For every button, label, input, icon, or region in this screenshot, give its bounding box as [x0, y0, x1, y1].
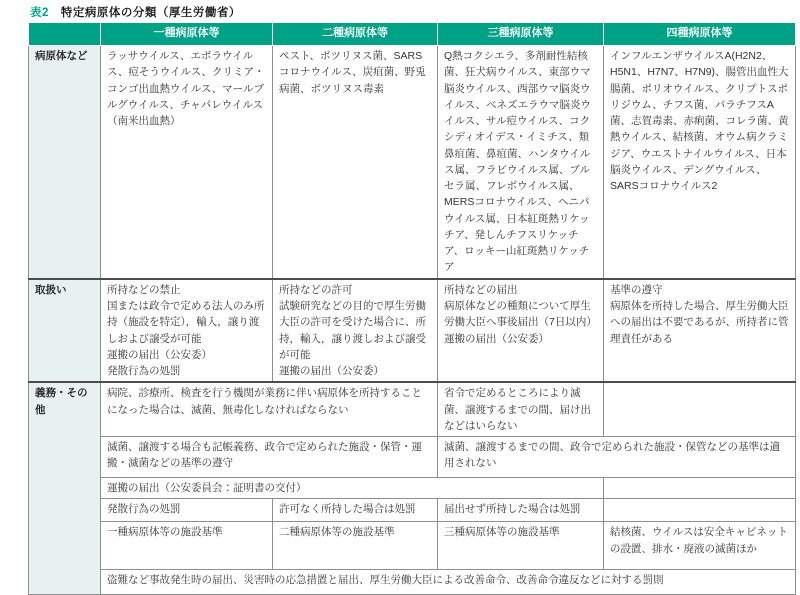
table-title: 特定病原体の分類（厚生労働省） — [60, 7, 241, 19]
row-obligations-4 — [29, 499, 796, 522]
cell-handling-class2 — [273, 279, 438, 383]
cell-facility-standard-class1: 一種病原体等の施設基準 — [101, 522, 273, 570]
handling-item: 基準の遵守 — [610, 283, 663, 296]
cell-obligation-records: 滅菌、譲渡する場合も記帳義務、政令で定められた施設・保管・運搬・滅菌などの基準の遵守 — [101, 437, 438, 478]
table-caption — [30, 4, 241, 20]
row-pathogens — [29, 46, 796, 279]
column-header-class4: 四種病原体等 — [604, 23, 796, 46]
row-obligations-1 — [29, 382, 796, 436]
cell-punishment-release: 発散行為の処罰 — [101, 499, 273, 522]
handling-item: 運搬の届出（公安委） — [279, 365, 384, 378]
table-number: 表2 — [30, 7, 49, 19]
row-header-pathogens: 病原体など — [29, 46, 101, 279]
cell-empty — [604, 499, 796, 522]
handling-item: 運搬の届出（公安委） — [444, 332, 549, 345]
header-row — [29, 23, 796, 46]
handling-item: 運搬の届出（公安委） — [107, 348, 212, 361]
row-obligations-5 — [29, 522, 796, 570]
row-obligations-6 — [29, 570, 796, 595]
corner-cell — [29, 23, 101, 46]
handling-item: 所持などの許可 — [279, 283, 353, 296]
cell-obligation-transport-notice: 運搬の届出（公安委員会：証明書の交付） — [101, 478, 604, 499]
column-header-class3: 三種病原体等 — [438, 23, 604, 46]
cell-facility-standard-class4: 結核菌、ウイルスは安全キャビネットの設置、排水・廃液の滅菌ほか — [604, 522, 796, 570]
handling-item: 国または政令で定める法人のみ所持（施設を特定），輸入，譲り渡しおよび譲受が可能 — [107, 299, 265, 345]
cell-facility-standard-class3: 三種病原体等の施設基準 — [438, 522, 604, 570]
cell-obligation-standards-exempt: 滅菌、譲渡するまでの間、政令で定められた施設・保管などの基準は適用されない — [438, 437, 796, 478]
pathogen-classification-table — [28, 22, 796, 595]
row-obligations-3 — [29, 478, 796, 499]
cell-punishment-no-notice: 届出せず所持した場合は処罰 — [438, 499, 604, 522]
cell-obligation-sterilize: 病院、診療所、検査を行う機関が業務に伴い病原体を所持することになった場合は、滅菌、無毒化しなければならない — [101, 382, 438, 436]
handling-item: 試験研究などの目的で厚生労働大臣の許可を受けた場合に、所持，輸入，譲り渡しおよび譲受が可能 — [279, 299, 426, 361]
cell-empty — [604, 382, 796, 436]
handling-item: 所持などの届出 — [444, 283, 518, 296]
column-header-class1: 一種病原体等 — [101, 23, 273, 46]
cell-obligation-no-notice: 省令で定めるところにより滅菌、譲渡するまでの間、届け出などはいらない — [438, 382, 604, 436]
handling-item: 発散行為の処罰 — [107, 365, 181, 378]
handling-item: 病原体を所持した場合、厚生労働大臣への届出は不要であるが、所持者に管理責任がある — [610, 299, 789, 345]
cell-pathogens-class1: ラッサウイルス、エボラウイルス、痘そうウイルス、クリミア・コンゴ出血熱ウイルス、マールブルグウイルス、チャパレウイルス（南米出血熱） — [101, 46, 273, 279]
cell-handling-class1 — [101, 279, 273, 383]
row-header-handling: 取扱い — [29, 279, 101, 383]
handling-item: 所持などの禁止 — [107, 283, 181, 296]
cell-pathogens-class3: Q熱コクシエラ、多剤耐性結核菌、狂犬病ウイルス、東部ウマ脳炎ウイルス、西部ウマ脳炎ウイルス、ベネズエラウマ脳炎ウイルス、サル痘ウイルス、コクシディオイデス・イミチス、類鼻疽菌、鼻疽菌、ハンタウイルス属、フラビウイルス属、ブルセラ属、フレボウイルス属、MERSコロナウイルス、ヘニパウイルス属、日本紅斑熱リケッチア、発しんチフスリケッチア、ロッキー山紅斑熱リケッチア — [438, 46, 604, 279]
cell-punishment-no-permit: 許可なく所持した場合は処罰 — [273, 499, 438, 522]
cell-pathogens-class4: インフルエンザウイルスA(H2N2、H5N1、H7N7、H7N9)、腸管出血性大腸菌、ポリオウイルス、クリプトスポリジウム、チフス菌、パラチフスA菌、志賀毒素、赤痢菌、コレラ菌、黄熱ウイルス、結核菌、オウム病クラミジア、ウエストナイルウイルス、日本脳炎ウイルス、デングウイルス、SARSコロナウイルス2 — [604, 46, 796, 279]
row-header-obligations: 義務・その他 — [29, 382, 101, 595]
row-handling — [29, 279, 796, 383]
handling-item: 病原体などの種類について厚生労働大臣へ事後届出（7日以内） — [444, 299, 597, 329]
cell-handling-class4 — [604, 279, 796, 383]
cell-pathogens-class2: ペスト、ボツリヌス菌、SARSコロナウイルス、炭疽菌、野兎病菌、ボツリヌス毒素 — [273, 46, 438, 279]
cell-handling-class3 — [438, 279, 604, 383]
column-header-class2: 二種病原体等 — [273, 23, 438, 46]
row-obligations-2 — [29, 437, 796, 478]
cell-empty — [604, 478, 796, 499]
cell-incident-rules: 盗難など事故発生時の届出、災害時の応急措置と届出、厚生労働大臣による改善命令、改善命令違反などに対する罰則 — [101, 570, 796, 595]
cell-facility-standard-class2: 二種病原体等の施設基準 — [273, 522, 438, 570]
